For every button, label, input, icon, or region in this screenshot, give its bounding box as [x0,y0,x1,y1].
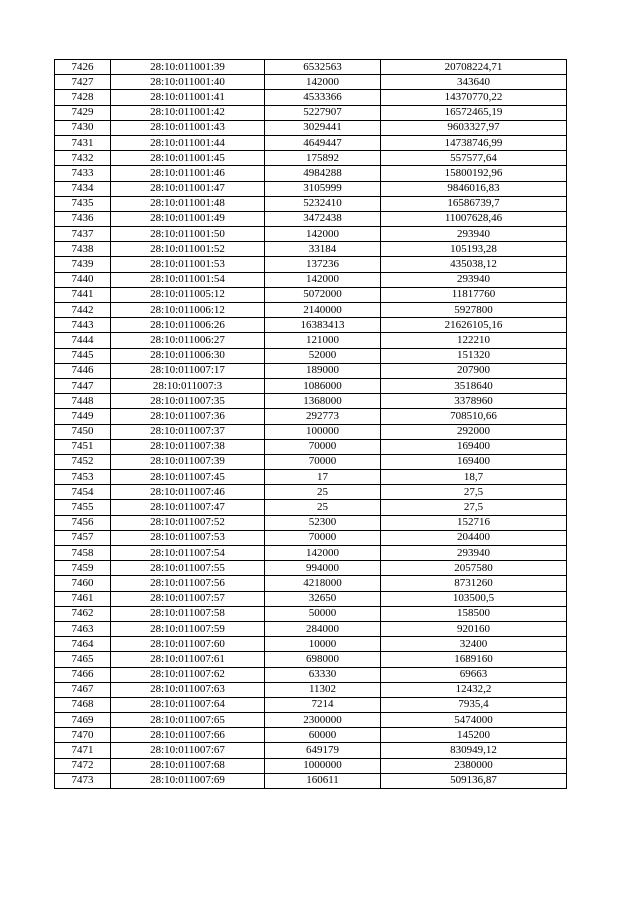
amount-value-cell: 21626105,16 [381,318,567,333]
row-number-cell: 7444 [55,333,111,348]
cadastral-number-cell: 28:10:011007:3 [111,378,265,393]
cadastral-number-cell: 28:10:011001:39 [111,60,265,75]
table-row [55,60,567,75]
cadastral-number-cell: 28:10:011001:40 [111,75,265,90]
cadastral-number-cell: 28:10:011001:54 [111,272,265,287]
row-number-cell: 7470 [55,728,111,743]
amount-value-cell: 920160 [381,621,567,636]
row-number-cell: 7434 [55,181,111,196]
cadastral-number-cell: 28:10:011007:61 [111,652,265,667]
amount-value-cell: 830949,12 [381,743,567,758]
amount-value-cell: 708510,66 [381,409,567,424]
area-value-cell: 142000 [265,272,381,287]
amount-value-cell: 152716 [381,515,567,530]
amount-value-cell: 11817760 [381,287,567,302]
amount-value-cell: 14738746,99 [381,135,567,150]
cadastral-number-cell: 28:10:011007:47 [111,500,265,515]
amount-value-cell: 5927800 [381,303,567,318]
row-number-cell: 7436 [55,211,111,226]
cadastral-number-cell: 28:10:011001:42 [111,105,265,120]
row-number-cell: 7427 [55,75,111,90]
table-row [55,196,567,211]
table-row [55,272,567,287]
amount-value-cell: 11007628,46 [381,211,567,226]
table-row [55,652,567,667]
cadastral-number-cell: 28:10:011007:39 [111,454,265,469]
cadastral-number-cell: 28:10:011007:37 [111,424,265,439]
area-value-cell: 7214 [265,697,381,712]
amount-value-cell: 20708224,71 [381,60,567,75]
area-value-cell: 32650 [265,591,381,606]
area-value-cell: 994000 [265,561,381,576]
table-body [55,60,567,789]
cadastral-number-cell: 28:10:011001:41 [111,90,265,105]
cadastral-number-cell: 28:10:011007:38 [111,439,265,454]
row-number-cell: 7467 [55,682,111,697]
area-value-cell: 63330 [265,667,381,682]
table-row [55,773,567,788]
table-row [55,348,567,363]
area-value-cell: 5232410 [265,196,381,211]
amount-value-cell: 343640 [381,75,567,90]
cadastral-number-cell: 28:10:011001:52 [111,242,265,257]
amount-value-cell: 5474000 [381,713,567,728]
row-number-cell: 7448 [55,394,111,409]
cadastral-number-cell: 28:10:011001:43 [111,120,265,135]
table-row [55,257,567,272]
area-value-cell: 60000 [265,728,381,743]
table-row [55,363,567,378]
cadastral-number-cell: 28:10:011001:48 [111,196,265,211]
cadastral-number-cell: 28:10:011007:68 [111,758,265,773]
row-number-cell: 7451 [55,439,111,454]
table-row [55,424,567,439]
amount-value-cell: 293940 [381,546,567,561]
cadastral-number-cell: 28:10:011007:52 [111,515,265,530]
area-value-cell: 50000 [265,606,381,621]
amount-value-cell: 293940 [381,227,567,242]
area-value-cell: 1368000 [265,394,381,409]
row-number-cell: 7435 [55,196,111,211]
area-value-cell: 2140000 [265,303,381,318]
cadastral-number-cell: 28:10:011007:53 [111,530,265,545]
row-number-cell: 7455 [55,500,111,515]
amount-value-cell: 16572465,19 [381,105,567,120]
row-number-cell: 7462 [55,606,111,621]
data-table [54,59,567,789]
table-row [55,166,567,181]
row-number-cell: 7469 [55,713,111,728]
area-value-cell: 4984288 [265,166,381,181]
table-row [55,728,567,743]
area-value-cell: 5072000 [265,287,381,302]
amount-value-cell: 204400 [381,530,567,545]
table-row [55,151,567,166]
amount-value-cell: 207900 [381,363,567,378]
row-number-cell: 7442 [55,303,111,318]
amount-value-cell: 293940 [381,272,567,287]
amount-value-cell: 7935,4 [381,697,567,712]
row-number-cell: 7468 [55,697,111,712]
table-row [55,409,567,424]
amount-value-cell: 169400 [381,439,567,454]
cadastral-number-cell: 28:10:011007:67 [111,743,265,758]
amount-value-cell: 12432,2 [381,682,567,697]
amount-value-cell: 1689160 [381,652,567,667]
row-number-cell: 7428 [55,90,111,105]
cadastral-number-cell: 28:10:011001:47 [111,181,265,196]
amount-value-cell: 3518640 [381,378,567,393]
table-row [55,758,567,773]
area-value-cell: 5227907 [265,105,381,120]
cadastral-number-cell: 28:10:011007:45 [111,470,265,485]
area-value-cell: 3472438 [265,211,381,226]
row-number-cell: 7445 [55,348,111,363]
cadastral-number-cell: 28:10:011007:54 [111,546,265,561]
area-value-cell: 142000 [265,227,381,242]
amount-value-cell: 435038,12 [381,257,567,272]
table-row [55,135,567,150]
cadastral-number-cell: 28:10:011007:66 [111,728,265,743]
cadastral-number-cell: 28:10:011001:50 [111,227,265,242]
amount-value-cell: 18,7 [381,470,567,485]
cadastral-number-cell: 28:10:011007:65 [111,713,265,728]
area-value-cell: 160611 [265,773,381,788]
table-row [55,242,567,257]
area-value-cell: 52000 [265,348,381,363]
cadastral-number-cell: 28:10:011007:64 [111,697,265,712]
area-value-cell: 10000 [265,637,381,652]
area-value-cell: 33184 [265,242,381,257]
area-value-cell: 4533366 [265,90,381,105]
amount-value-cell: 2380000 [381,758,567,773]
table-row [55,546,567,561]
row-number-cell: 7460 [55,576,111,591]
row-number-cell: 7452 [55,454,111,469]
row-number-cell: 7432 [55,151,111,166]
cadastral-number-cell: 28:10:011007:59 [111,621,265,636]
row-number-cell: 7431 [55,135,111,150]
table-row [55,682,567,697]
row-number-cell: 7454 [55,485,111,500]
row-number-cell: 7450 [55,424,111,439]
cadastral-number-cell: 28:10:011007:36 [111,409,265,424]
table-row [55,500,567,515]
table-row [55,378,567,393]
area-value-cell: 4218000 [265,576,381,591]
table-row [55,227,567,242]
area-value-cell: 698000 [265,652,381,667]
table-row [55,333,567,348]
cadastral-number-cell: 28:10:011007:57 [111,591,265,606]
table-row [55,713,567,728]
amount-value-cell: 8731260 [381,576,567,591]
row-number-cell: 7463 [55,621,111,636]
cadastral-number-cell: 28:10:011007:55 [111,561,265,576]
table-row [55,211,567,226]
area-value-cell: 1000000 [265,758,381,773]
row-number-cell: 7458 [55,546,111,561]
cadastral-number-cell: 28:10:011006:30 [111,348,265,363]
cadastral-number-cell: 28:10:011001:44 [111,135,265,150]
area-value-cell: 1086000 [265,378,381,393]
area-value-cell: 16383413 [265,318,381,333]
amount-value-cell: 2057580 [381,561,567,576]
table-row [55,181,567,196]
cadastral-number-cell: 28:10:011007:46 [111,485,265,500]
row-number-cell: 7429 [55,105,111,120]
row-number-cell: 7438 [55,242,111,257]
row-number-cell: 7430 [55,120,111,135]
area-value-cell: 142000 [265,546,381,561]
table-row [55,621,567,636]
row-number-cell: 7464 [55,637,111,652]
cadastral-number-cell: 28:10:011007:17 [111,363,265,378]
table-row [55,743,567,758]
table-row [55,591,567,606]
table-row [55,75,567,90]
table-row [55,105,567,120]
table-row [55,303,567,318]
amount-value-cell: 27,5 [381,500,567,515]
amount-value-cell: 122210 [381,333,567,348]
area-value-cell: 52300 [265,515,381,530]
row-number-cell: 7457 [55,530,111,545]
cadastral-number-cell: 28:10:011007:58 [111,606,265,621]
amount-value-cell: 509136,87 [381,773,567,788]
table-row [55,470,567,485]
row-number-cell: 7446 [55,363,111,378]
amount-value-cell: 9846016,83 [381,181,567,196]
row-number-cell: 7440 [55,272,111,287]
cadastral-number-cell: 28:10:011001:49 [111,211,265,226]
table-row [55,394,567,409]
amount-value-cell: 105193,28 [381,242,567,257]
cadastral-number-cell: 28:10:011007:60 [111,637,265,652]
amount-value-cell: 32400 [381,637,567,652]
table-row [55,561,567,576]
area-value-cell: 284000 [265,621,381,636]
area-value-cell: 70000 [265,530,381,545]
amount-value-cell: 9603327,97 [381,120,567,135]
row-number-cell: 7471 [55,743,111,758]
area-value-cell: 292773 [265,409,381,424]
table-row [55,606,567,621]
table-row [55,120,567,135]
table-row [55,697,567,712]
row-number-cell: 7456 [55,515,111,530]
area-value-cell: 25 [265,500,381,515]
area-value-cell: 17 [265,470,381,485]
amount-value-cell: 3378960 [381,394,567,409]
amount-value-cell: 69663 [381,667,567,682]
row-number-cell: 7447 [55,378,111,393]
cadastral-number-cell: 28:10:011006:26 [111,318,265,333]
area-value-cell: 4649447 [265,135,381,150]
row-number-cell: 7433 [55,166,111,181]
area-value-cell: 142000 [265,75,381,90]
row-number-cell: 7461 [55,591,111,606]
amount-value-cell: 103500,5 [381,591,567,606]
cadastral-number-cell: 28:10:011007:35 [111,394,265,409]
area-value-cell: 25 [265,485,381,500]
table-row [55,454,567,469]
area-value-cell: 3105999 [265,181,381,196]
row-number-cell: 7472 [55,758,111,773]
cadastral-number-cell: 28:10:011007:56 [111,576,265,591]
row-number-cell: 7473 [55,773,111,788]
area-value-cell: 189000 [265,363,381,378]
table-row [55,485,567,500]
area-value-cell: 70000 [265,454,381,469]
cadastral-number-cell: 28:10:011007:69 [111,773,265,788]
table-row [55,530,567,545]
row-number-cell: 7453 [55,470,111,485]
area-value-cell: 2300000 [265,713,381,728]
area-value-cell: 175892 [265,151,381,166]
row-number-cell: 7426 [55,60,111,75]
table-row [55,439,567,454]
cadastral-number-cell: 28:10:011005:12 [111,287,265,302]
amount-value-cell: 557577,64 [381,151,567,166]
area-value-cell: 100000 [265,424,381,439]
table-row [55,667,567,682]
area-value-cell: 649179 [265,743,381,758]
amount-value-cell: 151320 [381,348,567,363]
cadastral-number-cell: 28:10:011001:46 [111,166,265,181]
area-value-cell: 6532563 [265,60,381,75]
table-row [55,318,567,333]
cadastral-number-cell: 28:10:011001:53 [111,257,265,272]
amount-value-cell: 145200 [381,728,567,743]
amount-value-cell: 158500 [381,606,567,621]
row-number-cell: 7439 [55,257,111,272]
amount-value-cell: 15800192,96 [381,166,567,181]
row-number-cell: 7449 [55,409,111,424]
area-value-cell: 121000 [265,333,381,348]
table-row [55,515,567,530]
row-number-cell: 7437 [55,227,111,242]
table-row [55,576,567,591]
cadastral-number-cell: 28:10:011007:63 [111,682,265,697]
row-number-cell: 7459 [55,561,111,576]
area-value-cell: 70000 [265,439,381,454]
cadastral-number-cell: 28:10:011006:27 [111,333,265,348]
table-row [55,637,567,652]
row-number-cell: 7465 [55,652,111,667]
row-number-cell: 7443 [55,318,111,333]
amount-value-cell: 292000 [381,424,567,439]
row-number-cell: 7466 [55,667,111,682]
area-value-cell: 3029441 [265,120,381,135]
amount-value-cell: 27,5 [381,485,567,500]
row-number-cell: 7441 [55,287,111,302]
cadastral-number-cell: 28:10:011007:62 [111,667,265,682]
table-row [55,287,567,302]
amount-value-cell: 14370770,22 [381,90,567,105]
table-row [55,90,567,105]
amount-value-cell: 169400 [381,454,567,469]
cadastral-number-cell: 28:10:011006:12 [111,303,265,318]
area-value-cell: 11302 [265,682,381,697]
amount-value-cell: 16586739,7 [381,196,567,211]
cadastral-number-cell: 28:10:011001:45 [111,151,265,166]
area-value-cell: 137236 [265,257,381,272]
